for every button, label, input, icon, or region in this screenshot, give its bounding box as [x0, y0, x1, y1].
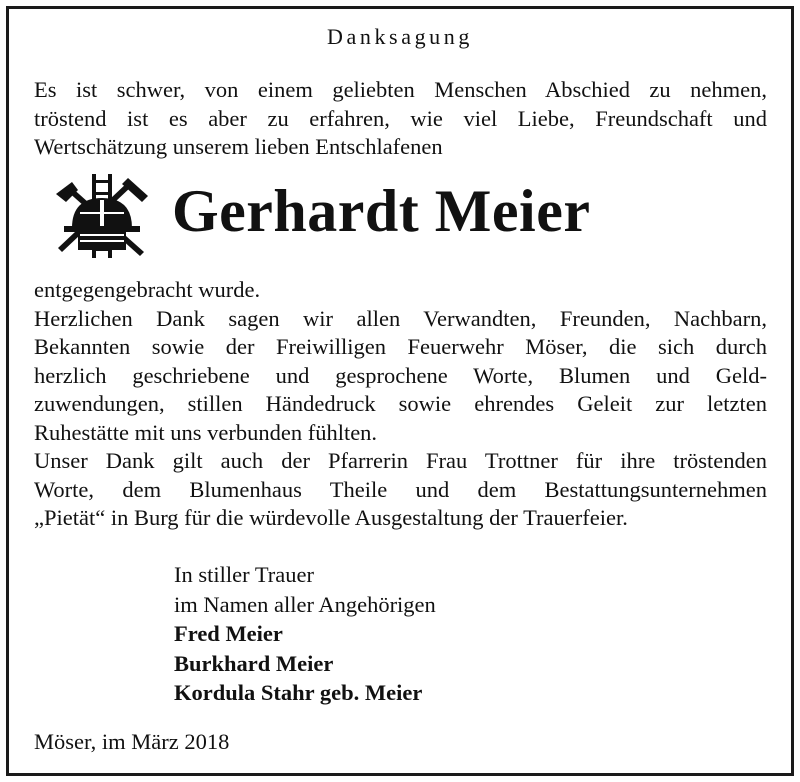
- intro-line: Es ist schwer, von einem geliebten Menschen Abschied zu nehmen,: [34, 77, 767, 102]
- body-line: Herzlichen Dank sagen wir allen Verwandten, Freunden, Nachbarn,: [34, 305, 767, 331]
- intro-paragraph: [34, 76, 767, 162]
- body-line: Ruhestätte mit uns verbunden fühlten.: [34, 419, 378, 445]
- body-paragraph: [34, 276, 767, 533]
- signature-line: im Namen aller Angehörigen: [174, 591, 436, 617]
- body-line: zuwendungen, stillen Händedruck sowie ehrendes Geleit zur letzten: [34, 391, 767, 416]
- signature-name: Burkhard Meier: [174, 650, 334, 676]
- body-line: entgegengebracht wurde.: [34, 277, 261, 302]
- signature-line: In stiller Trauer: [174, 562, 314, 587]
- firefighter-emblem-icon: [50, 172, 150, 260]
- intro-line: Wertschätzung unserem lieben Entschlafenen: [34, 134, 443, 159]
- signature-block: [174, 560, 436, 708]
- body-line: Unser Dank gilt auch der Pfarrerin Frau Trottner für ihre tröstenden: [34, 448, 767, 473]
- signature-name: Kordula Stahr geb. Meier: [174, 680, 423, 705]
- body-line: Worte, dem Blumenhaus Theile und dem Bestattungsunternehmen: [34, 476, 767, 502]
- notice-heading: Danksagung: [327, 24, 473, 49]
- signature-name: Fred Meier: [174, 621, 283, 646]
- intro-line: tröstend ist es aber zu erfahren, wie viel Liebe, Freundschaft und: [34, 105, 767, 131]
- deceased-name: Gerhardt Meier: [172, 178, 591, 244]
- body-line: herzlich geschriebene und gesprochene Worte, Blumen und Geld-: [34, 362, 767, 388]
- place-date: Möser, im März 2018: [34, 729, 230, 754]
- body-line: „Pietät“ in Burg für die würdevolle Ausgestaltung der Trauerfeier.: [34, 505, 628, 530]
- body-line: Bekannten sowie der Freiwilligen Feuerwehr Möser, die sich durch: [34, 334, 767, 359]
